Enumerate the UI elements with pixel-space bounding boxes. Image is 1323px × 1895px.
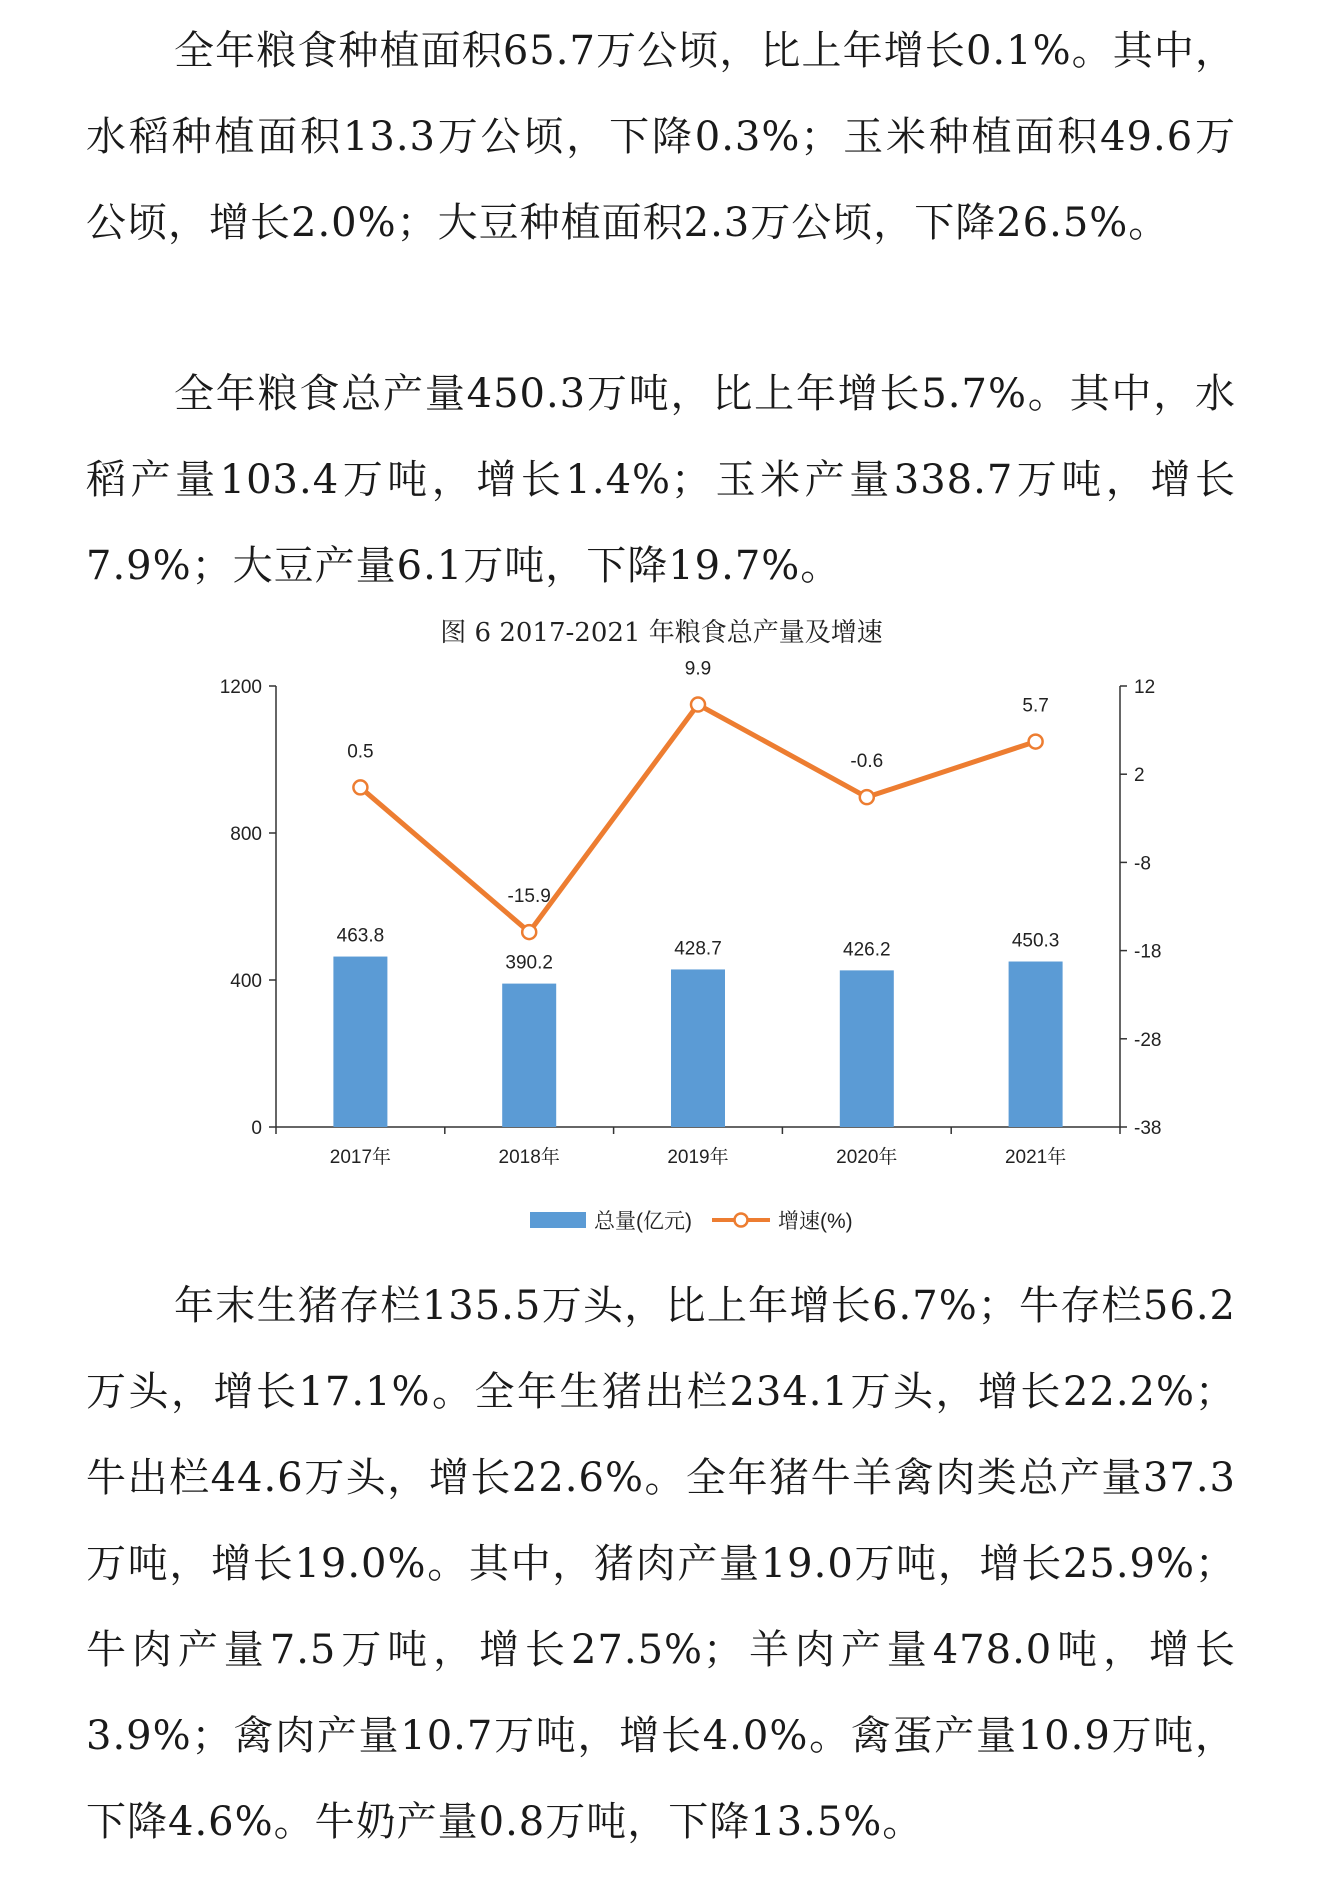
legend-label-total: 总量(亿元)	[594, 1210, 692, 1233]
legend-bar-swatch	[530, 1212, 586, 1228]
line-point	[1029, 735, 1043, 749]
legend-line-marker	[735, 1214, 748, 1227]
right-tick-label: 2	[1134, 765, 1145, 787]
paragraph-livestock: 年末生猪存栏135.5万头，比上年增长6.7%；牛存栏56.2万头，增长17.1%。全年生猪出栏234.1万头，增长22.2%；牛出栏44.6万头，增长22.6%。全年猪牛羊禽肉类总产量37.3万吨，增长19.0%。其中，猪肉产量19.0万吨，增长25.9%；牛肉产量7.5万吨，增长27.5%；羊肉产量478.0吨，增长3.9%；禽肉产量10.7万吨，增长4.0%。禽蛋产量10.9万吨，下降4.6%。牛奶产量0.8万吨，下降13.5%。	[86, 1283, 1236, 1845]
left-tick-label: 0	[251, 1118, 262, 1139]
x-tick-label: 2019年	[667, 1147, 729, 1168]
x-tick-label: 2018年	[498, 1147, 560, 1168]
left-tick-label: 1200	[219, 677, 262, 698]
bar-total-output	[1009, 962, 1063, 1127]
right-tick-label: -18	[1134, 941, 1162, 963]
line-point	[522, 925, 536, 939]
paragraph-grain-area: 全年粮食种植面积65.7万公顷，比上年增长0.1%。其中，水稻种植面积13.3万公顷，下降0.3%；玉米种植面积49.6万公顷，增长2.0%；大豆种植面积2.3万公顷，下降26.5%。	[86, 28, 1236, 246]
line-data-label: -0.6	[850, 751, 884, 773]
x-tick-label: 2017年	[329, 1147, 392, 1168]
line-growth-rate	[360, 705, 1035, 933]
figure-caption: 图 6 2017-2021 年粮食总产量及增速	[440, 618, 883, 648]
right-tick-label: -28	[1134, 1029, 1162, 1051]
bar-data-label: 450.3	[1011, 930, 1060, 952]
x-tick-label: 2020年	[836, 1147, 898, 1168]
line-data-label: 5.7	[1022, 695, 1049, 717]
left-tick-label: 800	[230, 824, 262, 845]
right-tick-label: -38	[1134, 1118, 1162, 1139]
bar-data-label: 426.2	[843, 939, 891, 961]
line-data-label: 9.9	[684, 658, 712, 680]
line-data-label: 0.5	[347, 741, 374, 763]
line-point	[860, 790, 874, 804]
x-tick-label: 2021年	[1004, 1147, 1067, 1168]
line-point	[691, 698, 705, 712]
bar-data-label: 463.8	[336, 925, 385, 947]
right-tick-label: -8	[1134, 853, 1151, 875]
bar-total-output	[502, 984, 556, 1127]
legend-label-growth: 增速(%)	[778, 1210, 853, 1233]
bar-total-output	[840, 970, 894, 1127]
bar-total-output	[671, 969, 725, 1127]
bar-data-label: 428.7	[674, 938, 722, 960]
bar-total-output	[333, 957, 387, 1127]
left-tick-label: 400	[230, 971, 262, 992]
line-data-label: -15.9	[507, 886, 551, 908]
bar-data-label: 390.2	[505, 952, 553, 974]
right-tick-label: 12	[1134, 677, 1156, 698]
line-point	[353, 780, 367, 794]
paragraph-grain-output: 全年粮食总产量450.3万吨，比上年增长5.7%。其中，水稻产量103.4万吨，增长1.4%；玉米产量338.7万吨，增长7.9%；大豆产量6.1万吨，下降19.7%。	[86, 371, 1236, 589]
